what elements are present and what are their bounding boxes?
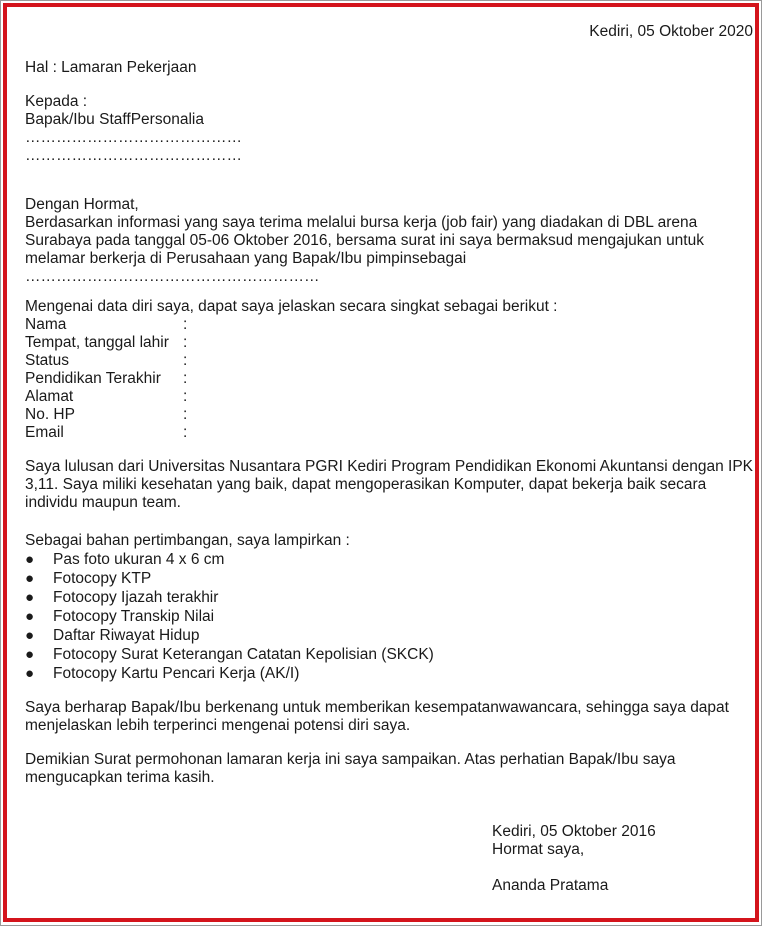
field-row-phone [25,406,755,424]
header-date: Kediri, 05 Oktober 2020 [589,23,753,40]
subject-line: Hal : Lamaran Pekerjaan [25,59,197,76]
attachment-item: Pas foto ukuran 4 x 6 cm [53,551,225,568]
signature-place-date: Kediri, 05 Oktober 2016 [492,823,656,840]
field-label: Nama [25,316,67,333]
attachment-item: Daftar Riwayat Hidup [53,627,200,644]
personal-data-intro: Mengenai data diri saya, dapat saya jelaskan secara singkat sebagai berikut : [25,298,558,315]
recipient-label: Kepada : [25,93,88,110]
bullet-icon: ● [25,646,35,663]
attachment-item: Fotocopy KTP [53,570,152,587]
recipient-blank-line-1: …………………………………… [25,129,242,146]
list-item [25,645,755,664]
signature-regards: Hormat saya, [492,841,585,858]
letter-page [3,3,759,922]
list-item [25,607,755,626]
field-colon: : [183,352,188,369]
list-item [25,664,755,683]
field-colon: : [183,316,188,333]
field-label: Status [25,352,69,369]
field-row-address [25,388,755,406]
attachments-intro: Sebagai bahan pertimbangan, saya lampirkan : [25,532,350,549]
personal-data-fields [25,316,755,442]
list-item [25,569,755,588]
bullet-icon: ● [25,608,35,625]
letter-body [25,15,755,787]
education-paragraph: Saya lulusan dari Universitas Nusantara PGRI Kediri Program Pendidikan Ekonomi Akuntansi dengan IPK 3,11. Saya miliki kesehatan yang baik, dapat mengoperasikan Komputer, dapat bekerja baik secara individu maupun team. [25,458,754,511]
field-colon: : [183,424,188,441]
signature-name: Ananda Pratama [492,877,609,894]
signature-block [492,823,656,895]
field-row-name [25,316,755,334]
field-label: No. HP [25,406,75,423]
field-colon: : [183,370,188,387]
hope-paragraph: Saya berharap Bapak/Ibu berkenang untuk memberikan kesempatanwawancara, sehingga saya dapat menjelaskan lebih terperinci mengenai potensi diri saya. [25,699,729,734]
field-colon: : [183,388,188,405]
attachment-item: Fotocopy Transkip Nilai [53,608,215,625]
recipient-blank-line-2: …………………………………… [25,147,242,164]
position-blank-line: ………………………………………………… [25,268,320,285]
opening-paragraph: Berdasarkan informasi yang saya terima melalui bursa kerja (job fair) yang diadakan di DBL arena Surabaya pada tanggal 05-06 Oktober 2016, bersama surat ini saya bermaksud mengajukan untuk melamar berkerja di Perusahaan yang Bapak/Ibu pimpinsebagai [25,214,704,267]
attachments-list [25,550,755,683]
field-row-status [25,352,755,370]
bullet-icon: ● [25,589,35,606]
recipient-name: Bapak/Ibu StaffPersonalia [25,111,204,128]
field-row-email [25,424,755,442]
field-colon: : [183,406,188,423]
field-colon: : [183,334,188,351]
field-label: Alamat [25,388,74,405]
list-item [25,626,755,645]
field-label: Email [25,424,64,441]
greeting: Dengan Hormat, [25,196,139,213]
list-item [25,550,755,569]
list-item [25,588,755,607]
closing-paragraph: Demikian Surat permohonan lamaran kerja ini saya sampaikan. Atas perhatian Bapak/Ibu saya mengucapkan terima kasih. [25,751,676,786]
bullet-icon: ● [25,551,35,568]
attachment-item: Fotocopy Surat Keterangan Catatan Kepolisian (SKCK) [53,646,434,663]
field-label: Pendidikan Terakhir [25,370,161,387]
field-row-birth [25,334,755,352]
attachment-item: Fotocopy Ijazah terakhir [53,589,219,606]
bullet-icon: ● [25,665,35,682]
bullet-icon: ● [25,627,35,644]
bullet-icon: ● [25,570,35,587]
field-label: Tempat, tanggal lahir [25,334,169,351]
field-row-education [25,370,755,388]
attachment-item: Fotocopy Kartu Pencari Kerja (AK/I) [53,665,300,682]
